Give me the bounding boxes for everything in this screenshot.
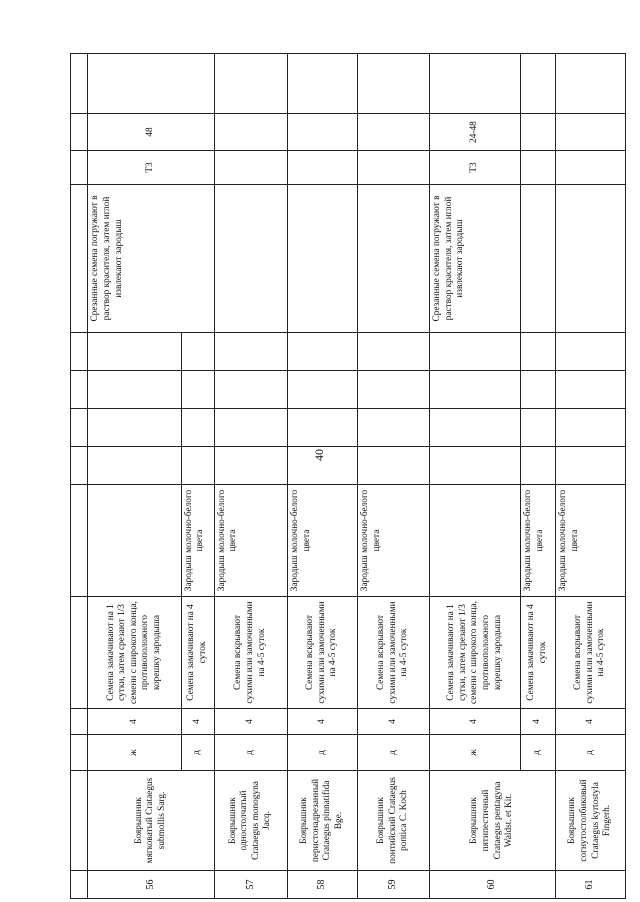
viability-result: Зародыш молочно-белого цвета xyxy=(556,485,626,597)
cell xyxy=(556,447,626,485)
cell xyxy=(288,333,358,371)
cell xyxy=(214,54,287,114)
header-strip-row xyxy=(71,54,88,899)
cell xyxy=(521,54,556,114)
germination-table xyxy=(70,53,626,899)
replicate-count: 4 xyxy=(288,709,358,735)
cell xyxy=(71,871,88,899)
cell xyxy=(430,54,521,114)
cell xyxy=(88,409,181,447)
table-row xyxy=(214,54,287,899)
table-row xyxy=(556,54,626,899)
cell xyxy=(556,114,626,151)
cell xyxy=(521,151,556,185)
seed-type: д xyxy=(288,735,358,771)
row-number: 59 xyxy=(357,871,429,899)
cell xyxy=(288,54,358,114)
seed-type: д xyxy=(556,735,626,771)
staining-method: Срезанные семена погружают в раствор красителя, затем иглой извлекают зародыш xyxy=(430,185,521,333)
cell xyxy=(521,185,556,333)
cell xyxy=(521,114,556,151)
cell xyxy=(288,114,358,151)
cell xyxy=(521,409,556,447)
cell xyxy=(214,447,287,485)
cell xyxy=(214,409,287,447)
preparation-method: Семена вскрывают сухими или замоченными на 4-5 суток xyxy=(556,597,626,709)
preparation-method: Семена вскрывают сухими или замоченными на 4-5 суток xyxy=(214,597,287,709)
page-number: 40 xyxy=(312,449,326,461)
table-row xyxy=(288,54,358,899)
cell xyxy=(71,151,88,185)
cell xyxy=(71,771,88,871)
cell xyxy=(214,371,287,409)
viability-result: Зародыш молочно-белого цвета xyxy=(214,485,287,597)
seed-type: д xyxy=(521,735,556,771)
preparation-method: Семена замачивают на 4 суток xyxy=(521,597,556,709)
viability-result: Зародыш молочно-белого цвета xyxy=(181,485,214,597)
species-name: Боярышник одностолчатый Crataegus monogyna Jacq. xyxy=(214,771,287,871)
cell xyxy=(357,333,429,371)
cell xyxy=(556,151,626,185)
cell xyxy=(288,371,358,409)
row-number: 58 xyxy=(288,871,358,899)
cell xyxy=(214,114,287,151)
cell xyxy=(88,447,181,485)
row-number: 60 xyxy=(430,871,556,899)
cell xyxy=(288,185,358,333)
cell xyxy=(357,151,429,185)
seed-type: ж xyxy=(88,735,181,771)
viability-result xyxy=(88,485,181,597)
viability-result: Зародыш молочно-белого цвета xyxy=(288,485,358,597)
cell xyxy=(556,333,626,371)
cell xyxy=(88,333,181,371)
replicate-count: 4 xyxy=(521,709,556,735)
cell xyxy=(288,409,358,447)
cell xyxy=(521,447,556,485)
table-row xyxy=(88,54,181,899)
row-number: 56 xyxy=(88,871,214,899)
cell xyxy=(214,333,287,371)
cell xyxy=(71,709,88,735)
cell xyxy=(556,409,626,447)
cell xyxy=(181,447,214,485)
cell xyxy=(288,447,358,485)
species-name: Боярышник понтийский Crataegus pontica C. Koch xyxy=(357,771,429,871)
seed-type: д xyxy=(357,735,429,771)
staining-method: Срезанные семена погружают в раствор красителя, затем иглой извлекают зародыш xyxy=(88,185,214,333)
preparation-method: Семена замачивают на 1 сутки, затем срезают 1/3 семени с широкого конца, противоположного корешку зародыша xyxy=(88,597,181,709)
replicate-count: 4 xyxy=(430,709,521,735)
replicate-count: 4 xyxy=(556,709,626,735)
cell xyxy=(521,371,556,409)
preparation-method: Семена замачивают на 1 сутки, затем срезают 1/3 семени с широкого конца, противоположного корешку зародыша xyxy=(430,597,521,709)
cell xyxy=(71,185,88,333)
cell xyxy=(357,185,429,333)
replicate-count: 4 xyxy=(357,709,429,735)
cell xyxy=(181,371,214,409)
hours: 48 xyxy=(88,114,214,151)
species-name: Боярышник согнутостолбиковый Crataegus kyrtostyla Fingerh. xyxy=(556,771,626,871)
cell xyxy=(71,485,88,597)
cell xyxy=(71,735,88,771)
cell xyxy=(71,371,88,409)
cell xyxy=(556,185,626,333)
cell xyxy=(214,185,287,333)
hours: 24-48 xyxy=(430,114,521,151)
cell xyxy=(71,54,88,114)
cell xyxy=(88,371,181,409)
cell xyxy=(181,333,214,371)
viability-result: Зародыш молочно-белого цвета xyxy=(357,485,429,597)
cell xyxy=(88,54,214,114)
cell xyxy=(71,597,88,709)
cell xyxy=(71,114,88,151)
cell xyxy=(357,409,429,447)
cell xyxy=(430,333,521,371)
cell xyxy=(521,333,556,371)
cell xyxy=(181,409,214,447)
table-row xyxy=(357,54,429,899)
replicate-count: 4 xyxy=(181,709,214,735)
preparation-method: Семена вскрывают сухими или замоченными на 4-5 суток xyxy=(288,597,358,709)
cell xyxy=(357,114,429,151)
seed-type: ж xyxy=(430,735,521,771)
stain-code: Т3 xyxy=(430,151,521,185)
cell xyxy=(556,54,626,114)
preparation-method: Семена вскрывают сухими или замоченными на 4-5 суток xyxy=(357,597,429,709)
cell xyxy=(556,371,626,409)
row-number: 57 xyxy=(214,871,287,899)
cell xyxy=(214,151,287,185)
cell xyxy=(71,409,88,447)
preparation-method: Семена замачивают на 4 суток xyxy=(181,597,214,709)
cell xyxy=(357,371,429,409)
cell xyxy=(430,371,521,409)
cell xyxy=(71,447,88,485)
seed-type: д xyxy=(214,735,287,771)
cell xyxy=(357,447,429,485)
viability-result xyxy=(430,485,521,597)
replicate-count: 4 xyxy=(214,709,287,735)
cell xyxy=(430,447,521,485)
cell xyxy=(288,151,358,185)
species-name: Боярышник пятипестичный Crataegus pentagyna Waldst. et Kit. xyxy=(430,771,556,871)
stain-code: Т3 xyxy=(88,151,214,185)
rotated-table-container xyxy=(70,54,626,899)
row-number: 61 xyxy=(556,871,626,899)
species-name: Боярышник перистонадрезанный Crataegus pinnatifida Bge. xyxy=(288,771,358,871)
cell xyxy=(357,54,429,114)
replicate-count: 4 xyxy=(88,709,181,735)
viability-result: Зародыш молочно-белого цвета xyxy=(521,485,556,597)
table-row xyxy=(430,54,521,899)
seed-type: д xyxy=(181,735,214,771)
cell xyxy=(430,409,521,447)
cell xyxy=(71,333,88,371)
species-name: Боярышник мягковатый Crataegus submollis Sarg. xyxy=(88,771,214,871)
